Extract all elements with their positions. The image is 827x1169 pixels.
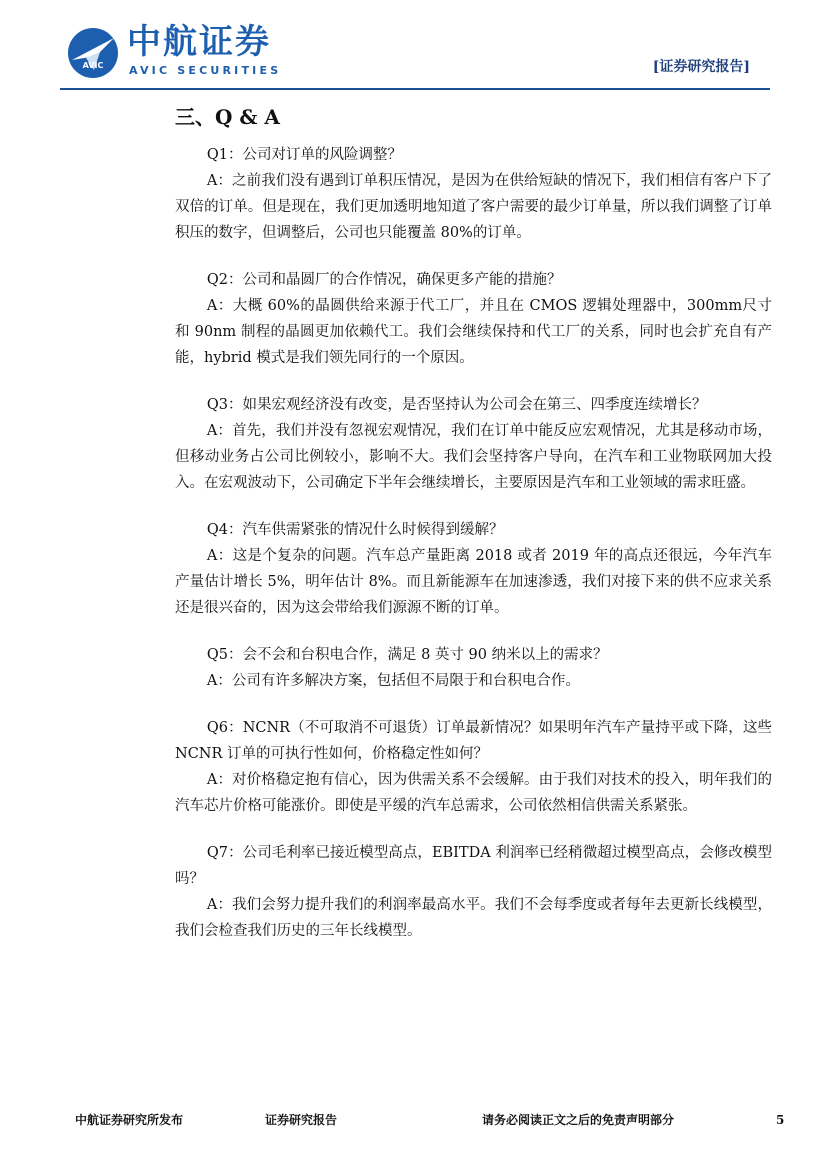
qa-item-2 bbox=[175, 267, 772, 371]
question-1: Q1：公司对订单的风险调整？ bbox=[206, 147, 403, 163]
answer-1: A：之前我们没有遇到订单积压情况，是因为在供给短缺的情况下，我们相信有客户下了双倍的订单。但是现在，我们更加透明地知道了客户需要的最少订单量，所以我们调整了订单积压的数字，但调整后，公司也只能覆盖 80%的订单。 bbox=[175, 173, 772, 241]
answer-7: A：我们会努力提升我们的利润率最高水平。我们不会每季度或者每年去更新长线模型，我们会检查我们历史的三年长线模型。 bbox=[175, 897, 772, 939]
question-6: Q6：NCNR（不可取消不可退货）订单最新情况？如果明年汽车产量持平或下降，这些 NCNR 订单的可执行性如何，价格稳定性如何？ bbox=[175, 720, 772, 762]
question-4: Q4：汽车供需紧张的情况什么时候得到缓解？ bbox=[206, 522, 504, 538]
answer-3: A：首先，我们并没有忽视宏观情况，我们在订单中能反应宏观情况，尤其是移动市场，但移动业务占公司比例较小，影响不大。我们会坚持客户导向，在汽车和工业物联网加大投入。在宏观波动下，公司确定下半年会继续增长，主要原因是汽车和工业领域的需求旺盛。 bbox=[175, 423, 772, 491]
footer-disclaimer: 请务必阅读正文之后的免责声明部分 bbox=[482, 1113, 675, 1127]
report-type-tag: [证券研究报告] bbox=[652, 59, 750, 75]
brand-name-en: AVIC SECURITIES bbox=[129, 64, 282, 77]
section-title: 三、Q & A bbox=[175, 105, 280, 129]
qa-item-4 bbox=[175, 517, 772, 621]
logo-text: AVIC bbox=[82, 61, 104, 70]
footer-publisher: 中航证券研究所发布 bbox=[75, 1113, 184, 1127]
qa-item-7 bbox=[175, 840, 772, 944]
brand-name-cn: 中航证券 bbox=[127, 22, 271, 62]
answer-6: A：对价格稳定抱有信心，因为供需关系不会缓解。由于我们对技术的投入，明年我们的汽车芯片价格可能涨价。即使是平缓的汽车总需求，公司依然相信供需关系紧张。 bbox=[175, 772, 772, 814]
page-number: 5 bbox=[776, 1113, 785, 1127]
question-2: Q2：公司和晶圆厂的合作情况，确保更多产能的措施？ bbox=[206, 272, 562, 288]
header-divider bbox=[60, 88, 770, 90]
answer-4: A：这是个复杂的问题。汽车总产量距离 2018 或者 2019 年的高点还很远，今年汽车产量估计增长 5%，明年估计 8%。而且新能源车在加速渗透，我们对接下来的供不应求关系还是很兴奋的，因为这会带给我们源源不断的订单。 bbox=[175, 548, 772, 616]
avic-logo-icon bbox=[66, 26, 120, 80]
footer-report-type: 证券研究报告 bbox=[265, 1113, 338, 1127]
qa-item-5 bbox=[175, 642, 772, 694]
answer-2: A：大概 60%的晶圆供给来源于代工厂，并且在 CMOS 逻辑处理器中，300mm尺寸和 90nm 制程的晶圆更加依赖代工。我们会继续保持和代工厂的关系，同时也会扩充自有产能，hybrid 模式是我们领先同行的一个原因。 bbox=[175, 298, 772, 366]
main-content bbox=[175, 100, 772, 965]
question-7: Q7：公司毛利率已接近模型高点，EBITDA 利润率已经稍微超过模型高点，会修改模型吗？ bbox=[175, 845, 772, 887]
page-header bbox=[0, 0, 827, 95]
qa-item-6 bbox=[175, 715, 772, 819]
page-footer bbox=[0, 1108, 827, 1138]
qa-item-3 bbox=[175, 392, 772, 496]
question-5: Q5：会不会和台积电合作，满足 8 英寸 90 纳米以上的需求？ bbox=[206, 647, 608, 663]
answer-5: A：公司有许多解决方案，包括但不局限于和台积电合作。 bbox=[206, 673, 580, 689]
qa-item-1 bbox=[175, 142, 772, 246]
question-3: Q3：如果宏观经济没有改变，是否坚持认为公司会在第三、四季度连续增长？ bbox=[206, 397, 707, 413]
